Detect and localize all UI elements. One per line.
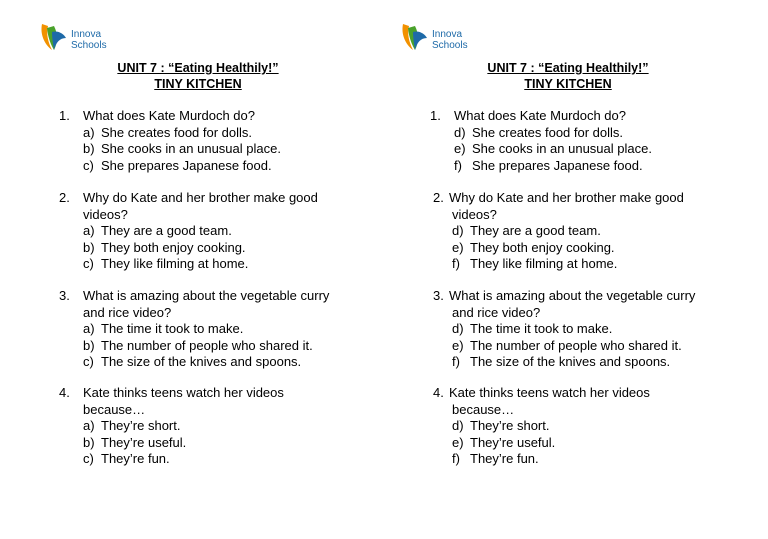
option-text: They’re useful. <box>470 434 556 450</box>
option-letter: b) <box>83 434 95 450</box>
subtitle: TINY KITCHEN <box>154 77 242 91</box>
subtitle: TINY KITCHEN <box>524 77 612 91</box>
option <box>433 354 695 371</box>
option-text: The number of people who shared it. <box>470 337 682 353</box>
question-text-cont: and rice video? <box>83 304 172 320</box>
question-text: Why do Kate and her brother make good <box>449 190 684 205</box>
question-text: What is amazing about the vegetable curry <box>83 288 330 303</box>
option-text: They’re short. <box>470 418 550 433</box>
option-text: They like filming at home. <box>101 256 249 271</box>
option <box>59 354 329 371</box>
option-letter: e) <box>452 239 464 255</box>
worksheet-right <box>370 0 754 539</box>
question-text: Kate thinks teens watch her videos <box>83 385 284 400</box>
option-letter: f) <box>452 451 460 466</box>
question-number: 2. <box>433 190 444 205</box>
option-text: The time it took to make. <box>101 321 244 336</box>
question-text: What is amazing about the vegetable curry <box>449 288 696 303</box>
option-letter: a) <box>83 124 95 140</box>
question-number: 3. <box>433 288 444 303</box>
logo-text <box>71 29 107 51</box>
logo-line2: Schools <box>432 40 468 51</box>
option <box>430 141 652 158</box>
option <box>59 158 281 175</box>
unit-title: UNIT 7 : “Eating Healthily!” <box>117 61 279 75</box>
option-text: She creates food for dolls. <box>101 124 253 140</box>
option-letter: d) <box>452 321 464 336</box>
option <box>59 435 284 452</box>
option <box>433 435 650 452</box>
innova-schools-logo <box>399 18 468 52</box>
option-letter: e) <box>452 337 464 353</box>
option <box>59 338 329 355</box>
option-text: She cooks in an unusual place. <box>472 141 652 156</box>
question-text: Why do Kate and her brother make good <box>83 190 318 205</box>
option-letter: c) <box>83 256 94 271</box>
question-number: 4. <box>59 385 70 400</box>
option-letter: b) <box>83 337 95 353</box>
option-text: The number of people who shared it. <box>101 337 313 353</box>
option-text: They are a good team. <box>470 223 601 238</box>
option <box>59 240 318 257</box>
option <box>433 223 684 240</box>
option-letter: d) <box>452 418 464 433</box>
question-text: What does Kate Murdoch do? <box>454 108 626 123</box>
question-number: 3. <box>59 288 70 303</box>
question-4 <box>59 385 284 468</box>
option <box>433 338 695 355</box>
option-letter: f) <box>452 256 460 271</box>
option-letter: f) <box>452 354 460 369</box>
option-text: They’re fun. <box>470 451 539 466</box>
question-2 <box>433 190 684 273</box>
worksheet-title <box>418 60 718 92</box>
option-text: They like filming at home. <box>470 256 618 271</box>
option-text: They both enjoy cooking. <box>101 239 246 255</box>
option <box>59 321 329 338</box>
innova-schools-logo <box>38 18 107 52</box>
question-text-cont: because… <box>452 401 515 417</box>
question-number: 1. <box>59 108 70 123</box>
option-letter: e) <box>452 434 464 450</box>
option-text: The size of the knives and spoons. <box>470 354 671 369</box>
option-text: They’re fun. <box>101 451 170 466</box>
option-letter: e) <box>454 141 466 156</box>
option-text: They are a good team. <box>101 223 232 238</box>
question-1 <box>59 108 281 174</box>
option <box>433 240 684 257</box>
question-number: 4. <box>433 385 444 400</box>
leaf-logo-icon <box>399 18 429 52</box>
option <box>430 158 652 175</box>
worksheet-title <box>48 60 348 92</box>
option <box>59 256 318 273</box>
logo-text <box>432 29 468 51</box>
option-letter: a) <box>83 223 95 238</box>
option <box>59 418 284 435</box>
question-text-cont: because… <box>83 401 146 417</box>
option-text: She cooks in an unusual place. <box>101 141 281 156</box>
question-1 <box>430 108 652 174</box>
logo-line1: Innova <box>71 29 102 40</box>
option <box>433 256 684 273</box>
option-text: They both enjoy cooking. <box>470 239 615 255</box>
option-text: She prepares Japanese food. <box>472 157 643 173</box>
option-text: They’re useful. <box>101 434 187 450</box>
option-letter: b) <box>83 141 95 156</box>
option-letter: d) <box>452 223 464 238</box>
option <box>59 125 281 142</box>
question-text: Kate thinks teens watch her videos <box>449 385 650 400</box>
question-number: 1. <box>430 108 441 123</box>
option-letter: a) <box>83 321 95 336</box>
question-text-cont: videos? <box>83 206 128 222</box>
option <box>59 451 284 468</box>
question-3 <box>433 288 695 371</box>
option-letter: a) <box>83 418 95 433</box>
option-letter: c) <box>83 157 94 173</box>
option-text: They’re short. <box>101 418 181 433</box>
option <box>59 141 281 158</box>
question-text-cont: videos? <box>452 206 497 222</box>
logo-line2: Schools <box>71 40 107 51</box>
question-text-cont: and rice video? <box>452 304 541 320</box>
question-3 <box>59 288 329 371</box>
option <box>433 418 650 435</box>
unit-title: UNIT 7 : “Eating Healthily!” <box>487 61 649 75</box>
option-letter: c) <box>83 451 94 466</box>
option <box>59 223 318 240</box>
leaf-logo-icon <box>38 18 68 52</box>
logo-line1: Innova <box>432 29 463 40</box>
question-4 <box>433 385 650 468</box>
option <box>433 451 650 468</box>
question-number: 2. <box>59 190 70 205</box>
option-letter: c) <box>83 354 94 369</box>
option-text: She prepares Japanese food. <box>101 157 272 173</box>
option <box>430 125 652 142</box>
option <box>433 321 695 338</box>
option-text: The time it took to make. <box>470 321 613 336</box>
question-2 <box>59 190 318 273</box>
option-letter: b) <box>83 239 95 255</box>
option-text: She creates food for dolls. <box>472 124 624 140</box>
option-text: The size of the knives and spoons. <box>101 354 302 369</box>
option-letter: f) <box>454 157 462 173</box>
option-letter: d) <box>454 124 466 140</box>
question-text: What does Kate Murdoch do? <box>83 108 255 123</box>
